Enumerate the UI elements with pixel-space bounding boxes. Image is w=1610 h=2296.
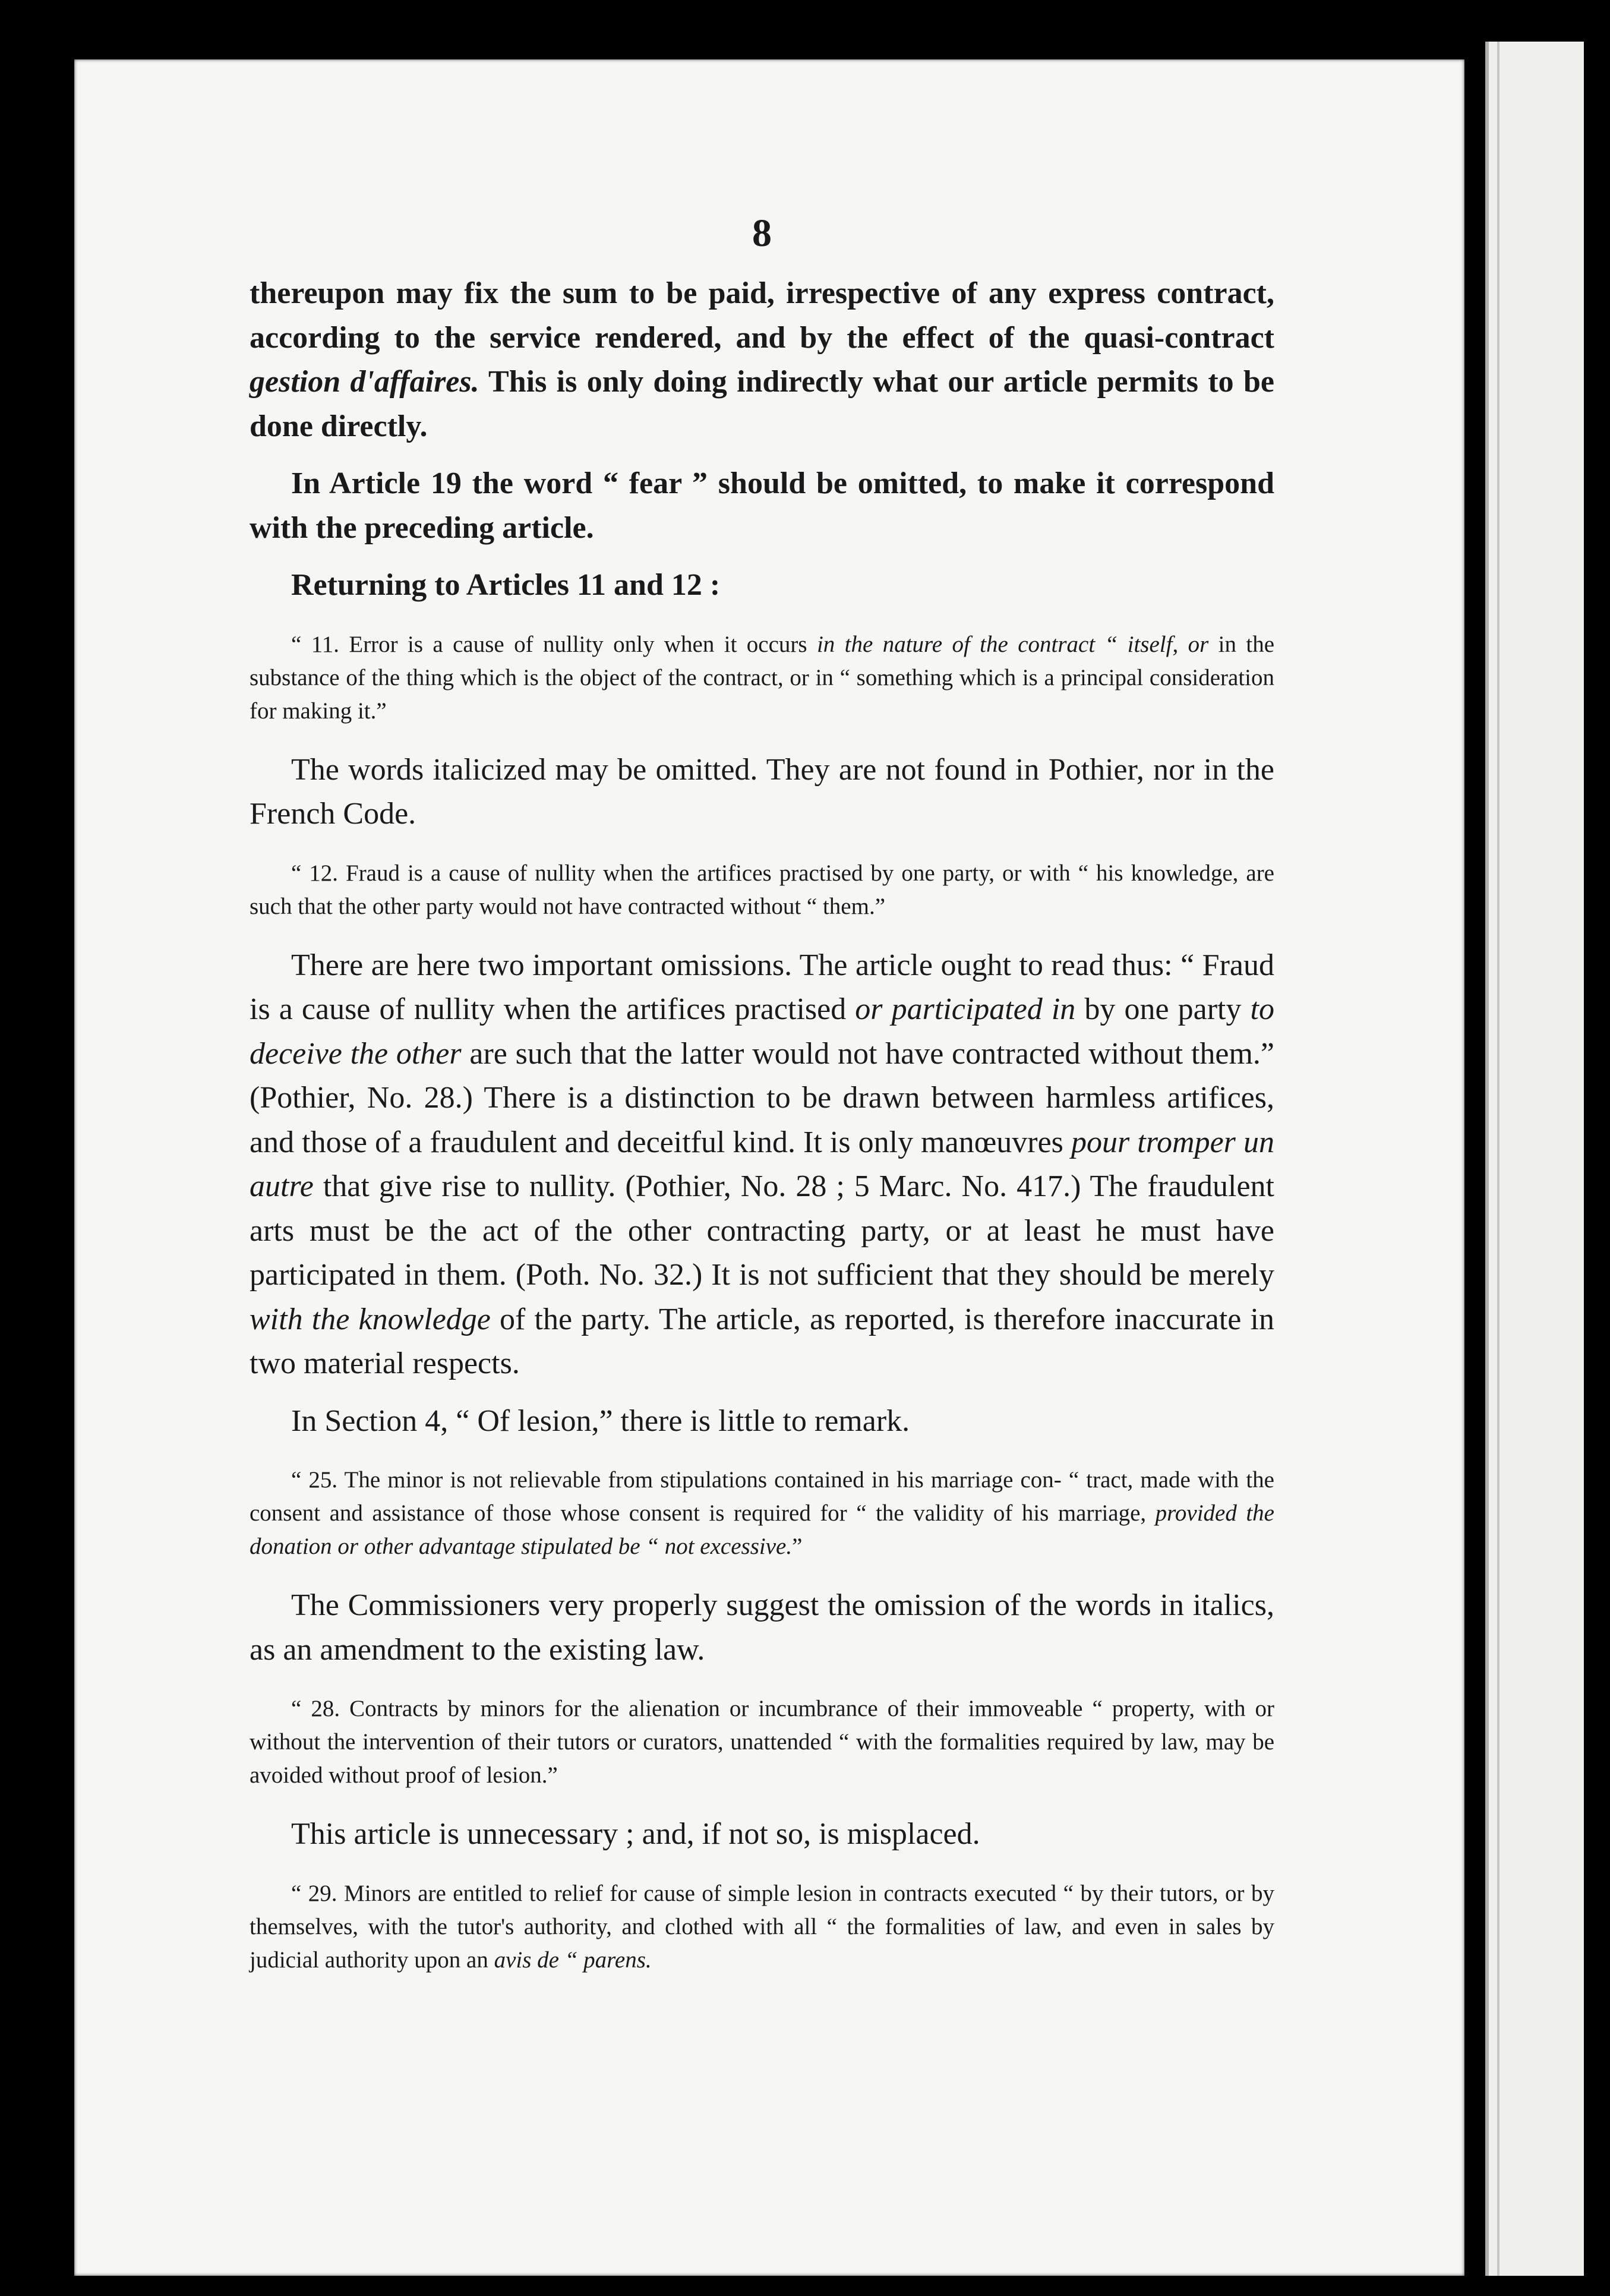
page-number: 8 [752,212,772,255]
body-paragraph [250,748,1274,837]
paragraph-gap [250,837,1274,857]
text-run: “ 25. The minor is not relievable from stipulations contained in his marriage con- “ tract, made with the consent and assistance of those whose consent is required for “ the validity of his marriage, [250,1467,1274,1526]
text-run: in the substance of the thing which is the object of the contract, or in “ something which is a principal consideration for making it.” [250,631,1275,724]
paragraph-gap [250,1563,1274,1584]
italic-text: provided the donation or other advantage stipulated be “ not excessive. [250,1500,1274,1559]
text-run: In Article 19 the word “ fear ” should be omitted, to make it correspond with the preceding article. [250,466,1274,545]
text-run: are such that the latter would not have contracted without them.” (Pothier, No. 28.) There is a distinction to be drawn between harmless artifices, and those of a fraudulent and deceitful kind. It is only manœuvres [250,1036,1274,1159]
text-run: The words italicized may be omitted. They are not found in Pothier, nor in the French Code. [250,752,1274,831]
paragraph-gap [250,1672,1274,1692]
text-run: There are here two important omissions. The article ought to read thus: “ Fraud is a cause of nullity when the artifices practised [250,948,1274,1026]
text-run: “ 29. Minors are entitled to relief for cause of simple lesion in contracts executed “ by their tutors, or by themselves, with the tutor's authority, and clothed with all “ the formalities of law, and even in sales by judicial authority upon an [250,1880,1274,1973]
body-paragraph [250,944,1274,1386]
paragraph-gap [250,1443,1274,1464]
text-flow [250,272,1274,1977]
facing-page-edge [1485,42,1584,2276]
text-run: of the party. The article, as reported, is therefore inaccurate in two material respects. [250,1302,1274,1380]
text-run: This article is unnecessary ; and, if not so, is misplaced. [291,1817,980,1851]
quoted-article [250,1692,1274,1792]
italic-text: pour tromper un autre [250,1125,1274,1203]
italic-text: or participated in [855,992,1076,1026]
body-paragraph [250,1812,1274,1857]
body-paragraph [250,462,1274,550]
body-paragraph [250,1399,1274,1444]
quoted-article [250,1464,1274,1563]
text-run: “ 28. Contracts by minors for the alienation or incumbrance of their immoveable “ property, with or without the intervention of their tutors or curators, unattended “ with the formalities required by law, may be avoided without proof of lesion.” [250,1696,1274,1788]
italic-text: to deceive the other [250,992,1274,1071]
quoted-article [250,1877,1274,1977]
italic-text: avis de “ parens. [494,1947,652,1973]
paragraph-gap [250,1386,1274,1399]
paragraph-gap [250,1792,1274,1812]
text-run: Returning to Articles 11 and 12 : [291,568,721,602]
text-run: In Section 4, “ Of lesion,” there is little to remark. [291,1404,910,1438]
italic-text: or [1188,631,1209,657]
text-run: This is only doing indirectly what our article permits to be done directly. [250,365,1274,443]
body-paragraph [250,272,1274,449]
paragraph-gap [250,550,1274,563]
paragraph-gap [250,728,1274,748]
quoted-article [250,857,1274,923]
italic-text: in the nature of the contract “ itself, [816,631,1179,657]
text-run: that give rise to nullity. (Pothier, No. 28 ; 5 Marc. No. 417.) The fraudulent arts must be the act of the other contracting party, or at least he must have participated in them. (Poth. No. 32.) It is not sufficient that they should be merely [250,1169,1274,1292]
text-run: thereupon may fix the sum to be paid, irrespective of any express contract, according to the service rendered, and by the effect of the quasi-contract [250,276,1274,355]
body-paragraph [250,1584,1274,1672]
paragraph-gap [250,923,1274,944]
paragraph-gap [250,449,1274,462]
text-run [1178,632,1188,657]
quoted-article [250,628,1274,728]
text-run: “ 12. Fraud is a cause of nullity when the artifices practised by one party, or with “ his knowledge, are such that the other party would not have contracted without “ them.” [250,860,1274,919]
text-run: The Commissioners very properly suggest the omission of the words in italics, as an amendment to the existing law. [250,1588,1274,1667]
italic-text: with the knowledge [250,1302,491,1336]
page-body [250,211,1274,1977]
text-run: by one party [1075,992,1251,1026]
text-run: ” [792,1534,803,1559]
paragraph-gap [250,608,1274,628]
italic-text: gestion d'affaires. [250,365,479,399]
paragraph-gap [250,1857,1274,1877]
body-paragraph [250,563,1274,608]
text-run: “ 11. Error is a cause of nullity only when it occurs [291,631,817,657]
